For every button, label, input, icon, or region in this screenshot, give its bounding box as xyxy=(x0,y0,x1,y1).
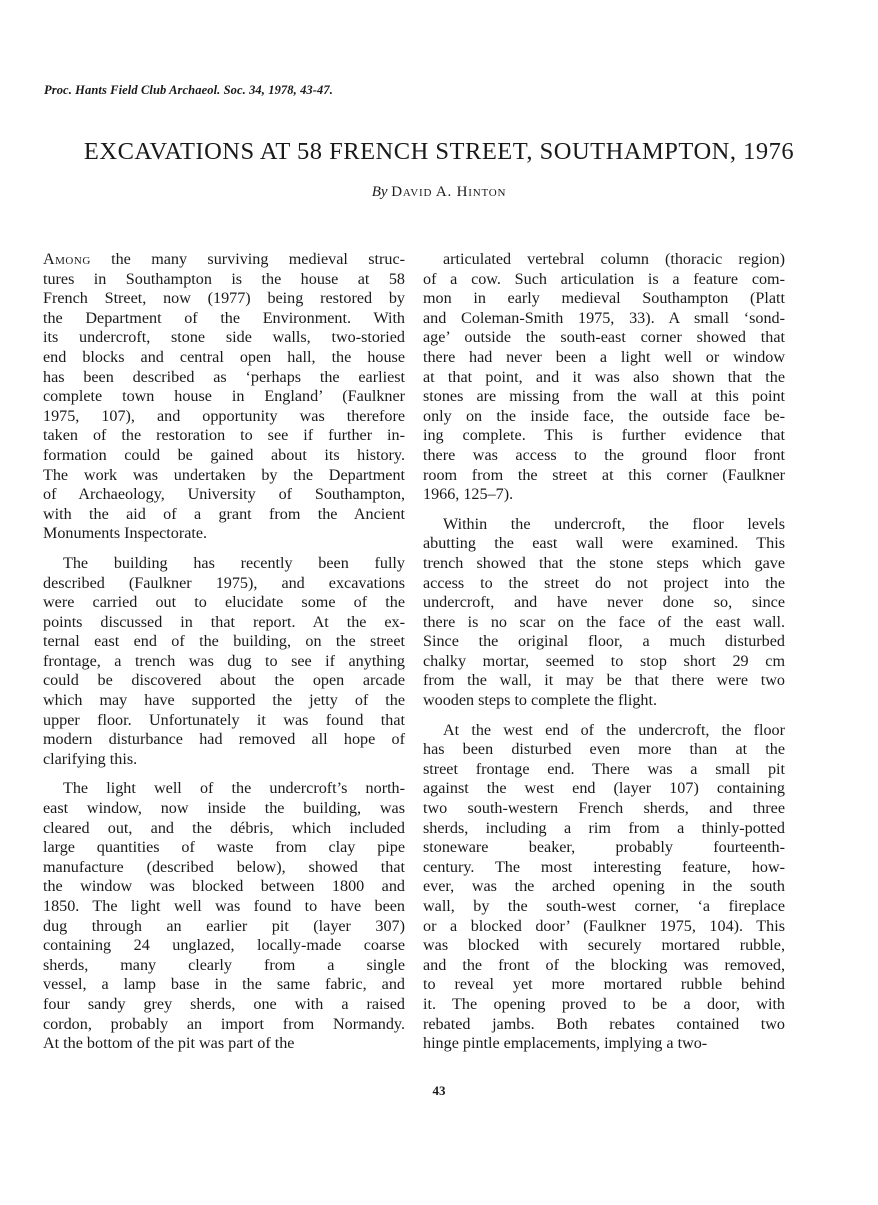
text-line: mon in early medieval Southampton (Platt xyxy=(423,290,785,308)
paragraph-gap xyxy=(423,711,785,721)
text-line: taken of the restoration to see if further in- xyxy=(43,427,405,445)
text-line: vessel, a lamp base in the same fabric, and xyxy=(43,976,405,994)
text-line: 1975, 107), and opportunity was therefore xyxy=(43,407,405,425)
text-line: 1966, 125–7). xyxy=(423,486,514,504)
text-line: described (Faulkner 1975), and excavations xyxy=(43,574,405,592)
text-line: formation could be gained about its history. xyxy=(43,446,405,464)
text-line: upper floor. Unfortunately it was found that xyxy=(43,711,405,729)
text-line: the Department of the Environment. With xyxy=(43,309,405,327)
text-line: there is no scar on the face of the east wall. xyxy=(423,613,785,631)
text-line: chalky mortar, seemed to stop short 29 cm xyxy=(423,652,785,670)
paragraph-gap xyxy=(423,505,785,515)
text-line: Within the undercroft, the floor levels xyxy=(443,515,785,533)
text-line: wall, by the south-west corner, ‘a fireplace xyxy=(423,898,785,915)
text-line: French Street, now (1977) being restored by xyxy=(43,290,405,308)
text-line: frontage, a trench was dug to see if anything xyxy=(43,652,405,670)
text-line: sherds, including a rim from a thinly-potted xyxy=(423,819,785,837)
text-line-rest: the many surviving medieval struc- xyxy=(90,251,405,268)
text-line: at that point, and it was also shown that the xyxy=(423,368,785,386)
paragraph xyxy=(43,554,405,770)
text-line: undercroft, and have never done so, since xyxy=(423,594,785,612)
text-line: of Archaeology, University of Southampton, xyxy=(43,486,405,504)
byline xyxy=(0,184,878,201)
right-text-column xyxy=(423,250,785,1054)
text-line: Since the original floor, a much disturbed xyxy=(423,633,785,651)
text-line: hinge pintle emplacements, implying a two- xyxy=(423,1035,708,1053)
text-line: century. The most interesting feature, how- xyxy=(423,858,785,876)
text-line: were carried out to elucidate some of the xyxy=(43,594,405,612)
text-line: has been disturbed even more than at the xyxy=(423,741,785,759)
text-line: to reveal yet more mortared rubble behind xyxy=(423,976,785,994)
paragraph-gap xyxy=(43,544,405,554)
article-title: EXCAVATIONS AT 58 FRENCH STREET, SOUTHAMPTON, 1976 xyxy=(83,138,795,165)
text-line: stoneware beaker, probably fourteenth- xyxy=(423,839,785,857)
text-line: At the west end of the undercroft, the floor xyxy=(443,721,785,739)
text-line: cordon, probably an import from Normandy. xyxy=(43,1015,405,1033)
text-line: large quantities of waste from clay pipe xyxy=(43,839,405,857)
text-line: The light well of the undercroft’s north- xyxy=(63,780,405,798)
text-line: stones are missing from the wall at this point xyxy=(423,388,785,406)
text-line: east window, now inside the building, was xyxy=(43,800,405,818)
text-line: The work was undertaken by the Department xyxy=(43,466,405,484)
text-line: room from the street at this corner (Faulkner xyxy=(423,466,785,484)
paragraph xyxy=(43,250,405,544)
text-line: ternal east end of the building, on the street xyxy=(43,633,405,651)
text-line: sherds, many clearly from a single xyxy=(43,956,405,974)
author-name: David A. Hinton xyxy=(391,184,507,200)
text-line: of a cow. Such articulation is a feature com- xyxy=(423,270,785,288)
text-line xyxy=(43,250,405,270)
text-line: from the wall, it may be that there were two xyxy=(423,672,785,690)
text-line: there was access to the ground floor front xyxy=(423,446,785,464)
text-line: age’ outside the south-east corner showed that xyxy=(423,329,785,347)
text-line: clarifying this. xyxy=(43,750,138,768)
byline-by: By xyxy=(371,184,388,200)
text-line: rebated jambs. Both rebates contained two xyxy=(423,1015,785,1033)
text-line: the window was blocked between 1800 and xyxy=(43,878,405,896)
text-line: which may have supported the jetty of the xyxy=(43,692,405,710)
paragraph xyxy=(423,721,785,1054)
text-line: with the aid of a grant from the Ancient xyxy=(43,505,405,523)
text-line: and the front of the blocking was removed, xyxy=(423,956,785,974)
text-line: containing 24 unglazed, locally-made coarse xyxy=(43,937,405,955)
text-line: dug through an earlier pit (layer 307) xyxy=(43,917,405,935)
text-line: ing complete. This is further evidence that xyxy=(423,427,785,445)
text-line: it. The opening proved to be a door, with xyxy=(423,995,785,1013)
text-line: has been described as ‘perhaps the earliest xyxy=(43,368,405,386)
text-line: access to the street do not project into the xyxy=(423,574,785,592)
text-line: abutting the east wall were examined. This xyxy=(423,535,785,553)
lead-word: Among xyxy=(43,251,91,268)
text-line: At the bottom of the pit was part of the xyxy=(43,1035,295,1053)
paragraph xyxy=(423,515,785,711)
text-line: against the west end (layer 107) containing xyxy=(423,780,785,798)
text-line: wooden steps to complete the flight. xyxy=(423,692,657,710)
text-line: articulated vertebral column (thoracic region) xyxy=(443,251,785,268)
text-line: complete town house in England’ (Faulkner xyxy=(43,388,405,406)
text-line: ever, was the arched opening in the south xyxy=(423,878,785,896)
text-line: or a blocked door’ (Faulkner 1975, 104). This xyxy=(423,917,785,935)
text-line: street frontage end. There was a small pit xyxy=(423,760,785,778)
journal-citation: Proc. Hants Field Club Archaeol. Soc. 34, 1978, 43-47. xyxy=(44,83,333,97)
text-line: four sandy grey sherds, one with a raised xyxy=(43,995,405,1013)
text-line: and Coleman-Smith 1975, 33). A small ‘sond- xyxy=(423,309,785,327)
text-line: Monuments Inspectorate. xyxy=(43,525,208,543)
text-line: end blocks and central open hall, the house xyxy=(43,348,405,366)
text-line: points discussed in that report. At the ex- xyxy=(43,613,405,631)
text-line: cleared out, and the débris, which included xyxy=(43,819,405,837)
text-line: only on the inside face, the outside face be- xyxy=(423,407,785,425)
text-line: there had never been a light well or window xyxy=(423,348,785,366)
text-line: could be discovered about the open arcade xyxy=(43,672,405,690)
text-line: manufacture (described below), showed that xyxy=(43,858,405,876)
paragraph xyxy=(43,779,405,1053)
page-number: 43 xyxy=(432,1083,446,1098)
text-line: two south-western French sherds, and three xyxy=(423,800,785,818)
text-line: trench showed that the stone steps which gave xyxy=(423,554,785,572)
text-line: was blocked with securely mortared rubble, xyxy=(423,937,785,955)
paragraph xyxy=(423,250,785,505)
text-line: 1850. The light well was found to have been xyxy=(43,898,405,915)
left-text-column xyxy=(43,250,405,1054)
text-line: The building has recently been fully xyxy=(63,554,405,572)
paragraph-gap xyxy=(43,769,405,779)
text-line: tures in Southampton is the house at 58 xyxy=(43,270,405,288)
text-line: modern disturbance had removed all hope of xyxy=(43,731,405,749)
text-line: its undercroft, stone side walls, two-storied xyxy=(43,329,405,347)
